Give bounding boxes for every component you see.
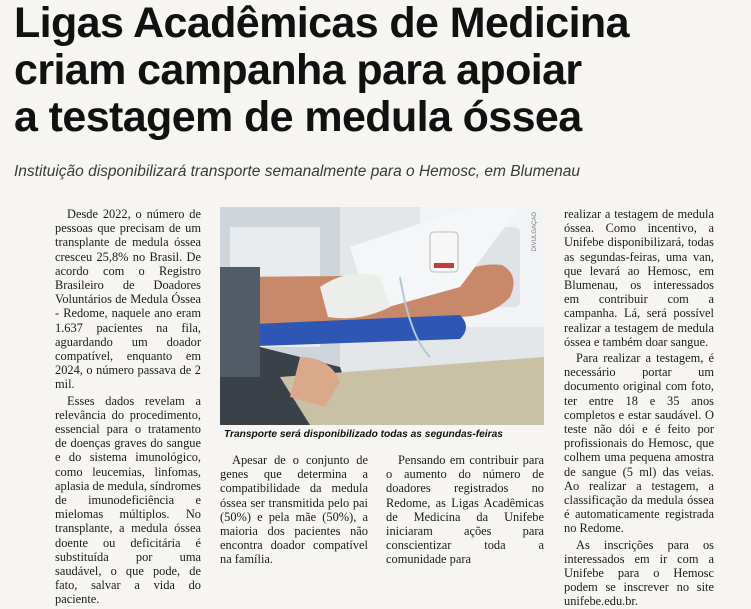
headline-line-3: a testagem de medula óssea	[14, 93, 582, 141]
subtitle: Instituição disponibilizará transporte semanalmente para o Hemosc, em Blumenau	[14, 163, 581, 180]
photo-credit: DIVULGAÇÃO	[532, 212, 538, 252]
paragraph: realizar a testagem de medula óssea. Como incentivo, a Unifebe disponibilizará, todas as segundas-feiras, uma van, que levará ao Hemosc, em Blumenau, os interessados em contribuir com a campanha. Lá, será possível realizar a testagem de medula óssea e também doar sangue.	[564, 207, 714, 349]
paragraph: As inscrições para os interessados em ir com a Unifebe para o Hemosc podem se inscrever no site unifebe.edu.br.	[564, 537, 714, 609]
text-column-4	[564, 207, 714, 609]
text-column-3	[386, 453, 544, 567]
blood-donation-photo	[220, 207, 544, 425]
paragraph: Esses dados revelam a relevância do procedimento, essencial para o tratamento de doenças graves do sangue e do sistema imunológico, como leucemias, linfomas, aplasia de medula, síndromes de imunodeficiência e mielomas múltiplos. No transplante, a medula óssea doente ou deficitária é substituída por uma saudável, o que pode, de fato, salvar a vida do paciente.	[55, 393, 201, 607]
paragraph: Apesar de o conjunto de genes que determina a compatibilidade da medula óssea ser transmitida pelo pai (50%) e pela mãe (50%), a maioria dos pacientes não encontra doador compatível na família.	[220, 453, 368, 567]
paragraph: Pensando em contribuir para o aumento do número de doadores registrados no Redome, as Ligas Acadêmicas de Medicina da Unifebe iniciaram ações para conscientizar toda a comunidade para	[386, 453, 544, 567]
article-photo	[220, 207, 544, 425]
paragraph: Desde 2022, o número de pessoas que precisam de um transplante de medula óssea cresceu 25,8% no Brasil. De acordo com o Registro Brasileiro de Doadores Voluntários de Medula Óssea - Redome, naquele ano eram 1.637 pacientes na fila, aguardando um doador compatível, enquanto em 2024, o número passava de 2 mil.	[55, 207, 201, 392]
text-column-1	[55, 207, 201, 607]
headline-line-1: Ligas Acadêmicas de Medicina	[14, 0, 629, 47]
headline	[14, 0, 744, 141]
photo-caption: Transporte será disponibilizado todas as segundas-feiras	[224, 429, 503, 440]
text-column-2	[220, 453, 368, 567]
headline-line-2: criam campanha para apoiar	[14, 46, 582, 94]
paragraph: Para realizar a testagem, é necessário portar um documento original com foto, ter entre 18 e 35 anos completos e estar saudável. O teste não dói e é feito por profissionais do Hemosc, que colhem uma pequena amostra de sangue (5 ml) das veias. Ao realizar a testagem, a classificação da medula óssea é automaticamente registrada no Redome.	[564, 351, 714, 536]
